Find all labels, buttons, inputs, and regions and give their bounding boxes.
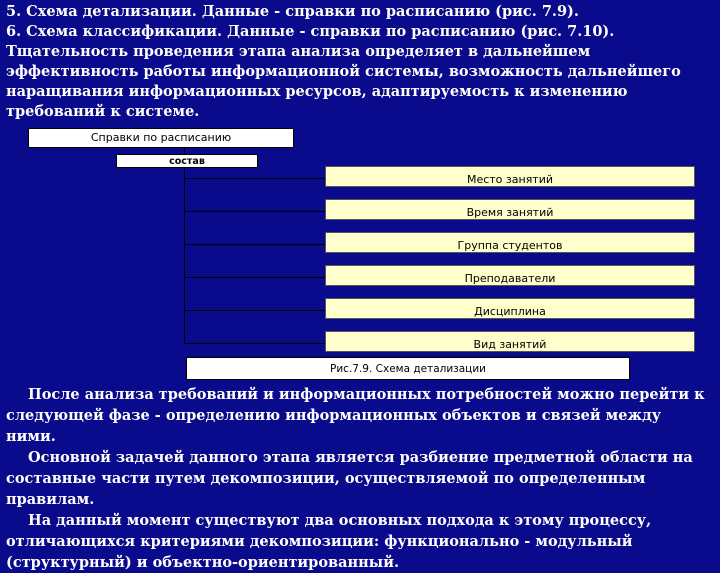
branch-line xyxy=(184,244,325,245)
figure-caption: Рис.7.9. Схема детализации xyxy=(186,357,630,380)
paragraph-analysis-thoroughness: Тщательность проведения этапа анализа определяет в дальнейшем эффективность работы информационной системы, возможность дальнейшего наращивания информационных ресурсов, адаптируемость к изменению требований к системе. xyxy=(6,43,681,120)
leaf-node: Место занятий xyxy=(325,166,695,187)
paragraph-decomposition-task: Основной задачей данного этапа является разбиение предметной области на составные части путем декомпозиции, осуществляемой по определенным правилам. xyxy=(6,449,693,508)
root-node: Справки по расписанию xyxy=(28,128,294,148)
body-text xyxy=(6,384,714,573)
leaf-node: Вид занятий xyxy=(325,331,695,352)
branch-line xyxy=(184,178,325,179)
branch-line xyxy=(184,211,325,212)
leaf-node: Преподаватели xyxy=(325,265,695,286)
trunk-line xyxy=(184,167,185,343)
paragraph-detail-scheme: 5. Схема детализации. Данные - справки по расписанию (рис. 7.9). xyxy=(6,3,579,20)
leaf-node: Группа студентов xyxy=(325,232,695,253)
relation-label: состав xyxy=(116,154,258,168)
branch-line xyxy=(184,310,325,311)
leaf-node: Дисциплина xyxy=(325,298,695,319)
paragraph-approaches: На данный момент существуют два основных подхода к этому процессу, отличающихся критериями декомпозиции: функционально - модульный (структурный) и объектно-ориентированный. xyxy=(6,512,652,571)
paragraph-next-phase: После анализа требований и информационных потребностей можно перейти к следующей фазе - определению информационных объектов и связей между ними. xyxy=(6,386,705,445)
paragraph-classification-scheme: 6. Схема классификации. Данные - справки по расписанию (рис. 7.10). xyxy=(6,23,615,40)
branch-line xyxy=(184,277,325,278)
branch-line xyxy=(184,343,325,344)
leaf-node: Время занятий xyxy=(325,199,695,220)
